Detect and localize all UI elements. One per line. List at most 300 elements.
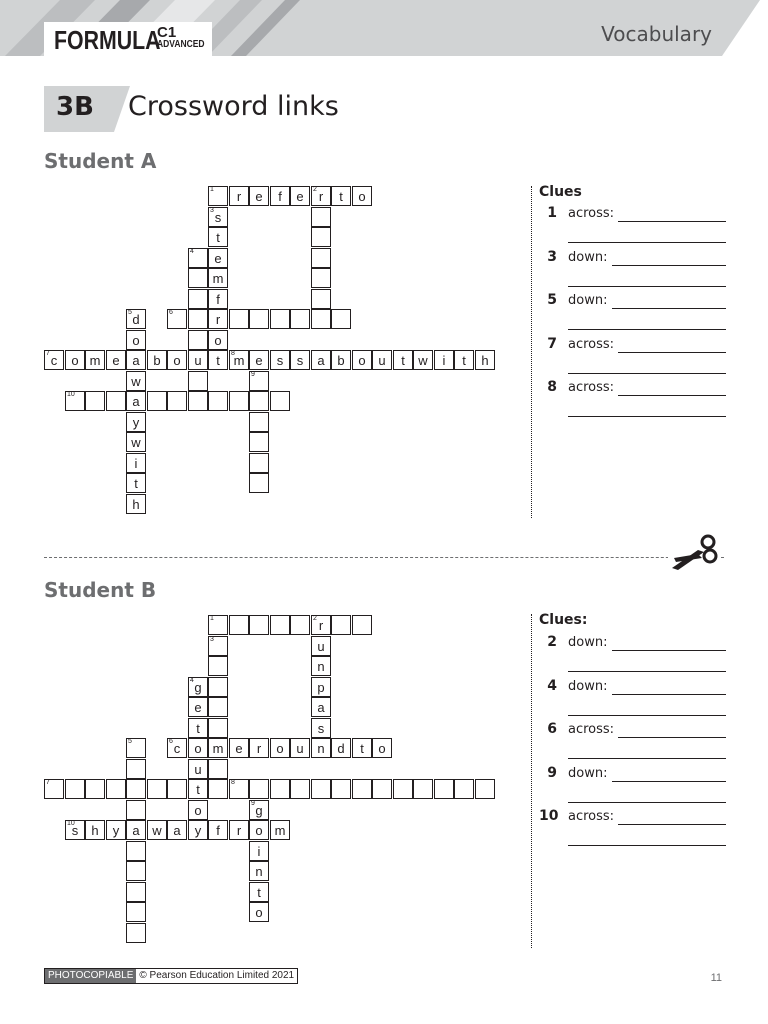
crossword-cell[interactable] <box>147 391 167 411</box>
crossword-cell[interactable] <box>167 820 187 840</box>
clue-number: 9 <box>251 371 255 378</box>
clue-number: 5 <box>128 309 132 316</box>
cell-letter: y <box>194 823 202 838</box>
cell-letter: t <box>196 721 200 736</box>
crossword-cell[interactable] <box>188 820 208 840</box>
crossword-cell[interactable] <box>147 820 167 840</box>
crossword-cell[interactable] <box>126 800 146 820</box>
crossword-cell[interactable] <box>126 453 146 473</box>
formula-logo <box>44 22 212 56</box>
cell-letter: r <box>318 618 324 633</box>
clue-number: 3 <box>210 207 214 214</box>
cell-letter: o <box>255 905 263 920</box>
clue-number: 6 <box>169 309 173 316</box>
crossword-cell[interactable] <box>188 350 208 370</box>
crossword-cell[interactable] <box>208 779 228 799</box>
crossword-cell[interactable] <box>106 779 126 799</box>
crossword-cell[interactable] <box>249 779 269 799</box>
cell-letter: a <box>317 700 325 715</box>
crossword-cell[interactable] <box>229 350 249 370</box>
crossword-cell[interactable] <box>249 350 269 370</box>
copyright-text: © Pearson Education Limited 2021 <box>139 970 295 981</box>
crossword-cell[interactable] <box>208 697 228 717</box>
answer-line[interactable] <box>612 265 726 266</box>
student-b-label: Student B <box>44 578 157 602</box>
clue-direction: across: <box>568 722 615 737</box>
cell-letter: h <box>132 497 140 512</box>
crossword-cell[interactable] <box>208 759 228 779</box>
page-header <box>0 0 768 56</box>
clue-direction: down: <box>568 293 608 308</box>
crossword-cell[interactable] <box>126 759 146 779</box>
crossword-cell[interactable] <box>85 820 105 840</box>
crossword-cell[interactable] <box>352 738 372 758</box>
clue-number: 10 <box>67 391 75 398</box>
crossword-cell[interactable] <box>249 861 269 881</box>
cell-letter: r <box>215 312 221 327</box>
crossword-cell[interactable] <box>126 882 146 902</box>
cell-letter: h <box>481 353 489 368</box>
crossword-cell[interactable] <box>290 309 310 329</box>
crossword-cell[interactable] <box>208 636 228 656</box>
cell-letter: t <box>216 230 220 245</box>
crossword-cell[interactable] <box>126 473 146 493</box>
cell-letter: f <box>278 189 282 204</box>
crossword-cell[interactable] <box>229 186 249 206</box>
cell-letter: c <box>50 353 58 368</box>
crossword-cell[interactable] <box>311 227 331 247</box>
page-title: Crossword links <box>128 91 339 122</box>
crossword-cell[interactable] <box>188 289 208 309</box>
cell-letter: o <box>132 333 140 348</box>
crossword-cell[interactable] <box>331 738 351 758</box>
crossword-cell[interactable] <box>249 186 269 206</box>
cell-letter: e <box>296 189 304 204</box>
crossword-cell[interactable] <box>208 718 228 738</box>
crossword-cell[interactable] <box>249 391 269 411</box>
crossword-cell[interactable] <box>331 309 351 329</box>
crossword-cell[interactable] <box>311 697 331 717</box>
crossword-cell[interactable] <box>311 248 331 268</box>
answer-line[interactable] <box>568 802 726 803</box>
crossword-cell[interactable] <box>208 677 228 697</box>
crossword-cell[interactable] <box>311 207 331 227</box>
crossword-cell[interactable] <box>167 391 187 411</box>
cell-letter: o <box>358 189 366 204</box>
answer-line[interactable] <box>568 329 726 330</box>
cell-letter: s <box>276 353 284 368</box>
crossword-cell[interactable] <box>188 371 208 391</box>
crossword-cell[interactable] <box>208 289 228 309</box>
crossword-cell[interactable] <box>249 615 269 635</box>
cell-letter: s <box>296 353 304 368</box>
cell-letter: r <box>236 823 242 838</box>
crossword-cell[interactable] <box>188 391 208 411</box>
answer-line[interactable] <box>568 671 726 672</box>
crossword-cell[interactable] <box>188 330 208 350</box>
crossword-cell[interactable] <box>167 309 187 329</box>
crossword-cell[interactable] <box>65 391 85 411</box>
crossword-cell[interactable] <box>290 615 310 635</box>
crossword-cell[interactable] <box>44 779 64 799</box>
answer-line[interactable] <box>618 824 726 825</box>
crossword-cell[interactable] <box>65 820 85 840</box>
crossword-cell[interactable] <box>454 779 474 799</box>
crossword-cell[interactable] <box>331 779 351 799</box>
clue-number: 1 <box>210 186 214 193</box>
crossword-cell[interactable] <box>126 371 146 391</box>
crossword-cell[interactable] <box>229 779 249 799</box>
crossword-cell[interactable] <box>147 350 167 370</box>
crossword-cell[interactable] <box>126 309 146 329</box>
crossword-cell[interactable] <box>352 350 372 370</box>
clue-number: 8 <box>547 379 557 395</box>
clue-number: 7 <box>547 336 557 352</box>
crossword-cell[interactable] <box>208 738 228 758</box>
cell-letter: s <box>71 823 79 838</box>
crossword-cell[interactable] <box>311 615 331 635</box>
crossword-cell[interactable] <box>331 186 351 206</box>
crossword-cell[interactable] <box>434 779 454 799</box>
cell-letter: m <box>212 271 224 286</box>
cell-letter: u <box>317 639 325 654</box>
crossword-cell[interactable] <box>311 718 331 738</box>
logo-sub: ADVANCED <box>157 39 205 50</box>
cell-letter: t <box>216 353 220 368</box>
crossword-cell[interactable] <box>126 841 146 861</box>
answer-line[interactable] <box>568 715 726 716</box>
crossword-cell[interactable] <box>167 738 187 758</box>
answer-line[interactable] <box>618 395 726 396</box>
crossword-cell[interactable] <box>249 820 269 840</box>
crossword-cell[interactable] <box>311 656 331 676</box>
crossword-cell[interactable] <box>290 738 310 758</box>
clue-number: 2 <box>313 186 317 193</box>
answer-line[interactable] <box>568 373 726 374</box>
cell-letter: o <box>255 823 263 838</box>
crossword-cell[interactable] <box>44 350 64 370</box>
cell-letter: t <box>339 189 343 204</box>
cell-letter: i <box>257 844 261 859</box>
crossword-cell[interactable] <box>126 412 146 432</box>
crossword-cell[interactable] <box>311 779 331 799</box>
clue-number: 3 <box>547 249 557 265</box>
crossword-cell[interactable] <box>208 656 228 676</box>
crossword-cell[interactable] <box>475 779 495 799</box>
crossword-cell[interactable] <box>290 350 310 370</box>
crossword-cell[interactable] <box>372 350 392 370</box>
clue-number: 4 <box>190 248 194 255</box>
crossword-cell[interactable] <box>311 677 331 697</box>
crossword-cell[interactable] <box>270 186 290 206</box>
cell-letter: n <box>255 864 263 879</box>
crossword-cell[interactable] <box>126 779 146 799</box>
cell-letter: e <box>255 353 263 368</box>
crossword-cell[interactable] <box>249 882 269 902</box>
clue-direction: across: <box>568 337 615 352</box>
crossword-cell[interactable] <box>270 820 290 840</box>
crossword-cell[interactable] <box>270 779 290 799</box>
cell-letter: i <box>442 353 446 368</box>
crossword-cell[interactable] <box>249 371 269 391</box>
cell-letter: a <box>317 353 325 368</box>
crossword-cell[interactable] <box>188 248 208 268</box>
scissors-icon <box>668 532 720 572</box>
answer-line[interactable] <box>612 650 726 651</box>
clue-number: 8 <box>231 779 235 786</box>
crossword-cell[interactable] <box>188 309 208 329</box>
crossword-cell[interactable] <box>106 391 126 411</box>
crossword-cell[interactable] <box>208 350 228 370</box>
cell-letter: d <box>337 741 345 756</box>
clue-direction: across: <box>568 380 615 395</box>
answer-line[interactable] <box>612 694 726 695</box>
crossword-cell[interactable] <box>85 391 105 411</box>
crossword-cell[interactable] <box>167 779 187 799</box>
clue-number: 10 <box>539 808 559 824</box>
answer-line[interactable] <box>618 352 726 353</box>
crossword-cell[interactable] <box>270 738 290 758</box>
cell-letter: o <box>214 333 222 348</box>
cell-letter: e <box>255 189 263 204</box>
clue-number: 5 <box>547 292 557 308</box>
crossword-cell[interactable] <box>85 350 105 370</box>
crossword-cell[interactable] <box>65 779 85 799</box>
crossword-cell[interactable] <box>229 615 249 635</box>
crossword-cell[interactable] <box>208 227 228 247</box>
clues-heading-b: Clues: <box>539 612 588 628</box>
crossword-cell[interactable] <box>270 350 290 370</box>
crossword-cell[interactable] <box>311 268 331 288</box>
crossword-cell[interactable] <box>208 330 228 350</box>
crossword-cell[interactable] <box>208 207 228 227</box>
crossword-cell[interactable] <box>352 186 372 206</box>
cell-letter: t <box>360 741 364 756</box>
cell-letter: e <box>112 353 120 368</box>
crossword-cell[interactable] <box>249 738 269 758</box>
crossword-cell[interactable] <box>188 268 208 288</box>
crossword-cell[interactable] <box>331 615 351 635</box>
crossword-cell[interactable] <box>126 494 146 514</box>
cell-letter: s <box>214 210 222 225</box>
clue-number: 1 <box>210 615 214 622</box>
crossword-cell[interactable] <box>188 800 208 820</box>
cell-letter: b <box>153 353 161 368</box>
answer-line[interactable] <box>618 221 726 222</box>
cell-letter: n <box>317 741 325 756</box>
cell-letter: u <box>194 762 202 777</box>
crossword-cell[interactable] <box>311 186 331 206</box>
cell-letter: o <box>194 741 202 756</box>
logo-word: FORMULA <box>54 25 161 55</box>
crossword-cell[interactable] <box>229 820 249 840</box>
footer-copyright <box>44 968 298 984</box>
crossword-cell[interactable] <box>249 800 269 820</box>
crossword-cell[interactable] <box>311 350 331 370</box>
cell-letter: h <box>91 823 99 838</box>
cut-line <box>44 557 724 558</box>
crossword-cell[interactable] <box>188 759 208 779</box>
crossword-cell[interactable] <box>311 309 331 329</box>
cell-letter: w <box>131 435 141 450</box>
crossword-cell[interactable] <box>372 738 392 758</box>
crossword-cell[interactable] <box>106 350 126 370</box>
crossword-cell[interactable] <box>229 309 249 329</box>
crossword-cell[interactable] <box>372 779 392 799</box>
answer-line[interactable] <box>568 242 726 243</box>
answer-line[interactable] <box>568 416 726 417</box>
clue-number: 1 <box>547 205 557 221</box>
clue-number: 9 <box>547 765 557 781</box>
crossword-cell[interactable] <box>126 923 146 943</box>
crossword-cell[interactable] <box>208 820 228 840</box>
answer-line[interactable] <box>568 286 726 287</box>
clues-divider-a <box>531 186 532 518</box>
crossword-cell[interactable] <box>65 350 85 370</box>
crossword-cell[interactable] <box>126 330 146 350</box>
clue-direction: down: <box>568 250 608 265</box>
crossword-cell[interactable] <box>188 677 208 697</box>
cell-letter: g <box>194 680 202 695</box>
crossword-cell[interactable] <box>393 779 413 799</box>
crossword-cell[interactable] <box>454 350 474 370</box>
cell-letter: o <box>276 741 284 756</box>
crossword-cell[interactable] <box>85 779 105 799</box>
clue-number: 6 <box>547 721 557 737</box>
cell-letter: u <box>378 353 386 368</box>
crossword-cell[interactable] <box>270 391 290 411</box>
cell-letter: m <box>212 741 224 756</box>
crossword-cell[interactable] <box>249 432 269 452</box>
crossword-cell[interactable] <box>270 615 290 635</box>
answer-line[interactable] <box>618 737 726 738</box>
crossword-cell[interactable] <box>311 636 331 656</box>
clue-number: 3 <box>210 636 214 643</box>
cell-letter: o <box>71 353 79 368</box>
crossword-cell[interactable] <box>352 615 372 635</box>
clue-direction: down: <box>568 635 608 650</box>
crossword-cell[interactable] <box>106 820 126 840</box>
crossword-cell[interactable] <box>331 350 351 370</box>
crossword-cell[interactable] <box>413 350 433 370</box>
crossword-cell[interactable] <box>311 738 331 758</box>
cell-letter: r <box>318 189 324 204</box>
crossword-cell[interactable] <box>126 820 146 840</box>
cell-letter: d <box>132 312 140 327</box>
cell-letter: o <box>378 741 386 756</box>
crossword-cell[interactable] <box>188 718 208 738</box>
crossword-cell[interactable] <box>270 309 290 329</box>
clue-number: 10 <box>67 820 75 827</box>
crossword-cell[interactable] <box>208 186 228 206</box>
clue-direction: down: <box>568 766 608 781</box>
cell-letter: y <box>132 415 140 430</box>
cell-letter: w <box>152 823 162 838</box>
crossword-cell[interactable] <box>434 350 454 370</box>
cell-letter: r <box>256 741 262 756</box>
crossword-cell[interactable] <box>229 391 249 411</box>
answer-line[interactable] <box>612 781 726 782</box>
clue-direction: down: <box>568 679 608 694</box>
cell-letter: t <box>196 782 200 797</box>
clue-number: 7 <box>46 779 50 786</box>
crossword-cell[interactable] <box>290 779 310 799</box>
clue-number: 2 <box>313 615 317 622</box>
clue-number: 7 <box>46 350 50 357</box>
crossword-cell[interactable] <box>126 350 146 370</box>
cell-letter: f <box>216 292 220 307</box>
crossword-cell[interactable] <box>290 186 310 206</box>
crossword-cell[interactable] <box>249 453 269 473</box>
cell-letter: f <box>216 823 220 838</box>
crossword-cell[interactable] <box>249 841 269 861</box>
cell-letter: m <box>89 353 101 368</box>
cell-letter: a <box>132 353 140 368</box>
cell-letter: g <box>255 803 263 818</box>
crossword-cell[interactable] <box>167 350 187 370</box>
crossword-cell[interactable] <box>413 779 433 799</box>
cell-letter: u <box>296 741 304 756</box>
crossword-cell[interactable] <box>126 432 146 452</box>
cell-letter: o <box>358 353 366 368</box>
cell-letter: m <box>274 823 286 838</box>
answer-line[interactable] <box>568 758 726 759</box>
crossword-cell[interactable] <box>249 902 269 922</box>
cell-letter: o <box>173 353 181 368</box>
crossword-cell[interactable] <box>126 391 146 411</box>
crossword-cell[interactable] <box>311 289 331 309</box>
crossword-cell[interactable] <box>126 738 146 758</box>
cell-letter: t <box>462 353 466 368</box>
crossword-cell[interactable] <box>126 861 146 881</box>
clue-number: 4 <box>547 678 557 694</box>
photocopiable-label: PHOTOCOPIABLE <box>45 969 136 983</box>
crossword-cell[interactable] <box>208 309 228 329</box>
crossword-cell[interactable] <box>208 248 228 268</box>
crossword-cell[interactable] <box>188 697 208 717</box>
cell-letter: w <box>418 353 428 368</box>
crossword-cell[interactable] <box>393 350 413 370</box>
clue-number: 8 <box>231 350 235 357</box>
crossword-cell[interactable] <box>208 268 228 288</box>
crossword-cell[interactable] <box>126 902 146 922</box>
student-a-label: Student A <box>44 149 157 173</box>
crossword-cell[interactable] <box>147 779 167 799</box>
clue-number: 2 <box>547 634 557 650</box>
crossword-cell[interactable] <box>249 473 269 493</box>
crossword-cell[interactable] <box>352 779 372 799</box>
crossword-cell[interactable] <box>475 350 495 370</box>
crossword-cell[interactable] <box>249 309 269 329</box>
crossword-cell[interactable] <box>208 391 228 411</box>
crossword-cell[interactable] <box>249 412 269 432</box>
answer-line[interactable] <box>612 308 726 309</box>
page-number: 11 <box>710 972 722 984</box>
crossword-cell[interactable] <box>188 738 208 758</box>
crossword-cell[interactable] <box>208 615 228 635</box>
crossword-cell[interactable] <box>188 779 208 799</box>
cell-letter: i <box>134 456 138 471</box>
cell-letter: s <box>317 721 325 736</box>
answer-line[interactable] <box>568 845 726 846</box>
clue-number: 4 <box>190 677 194 684</box>
clues-divider-b <box>531 614 532 948</box>
cell-letter: t <box>257 885 261 900</box>
crossword-cell[interactable] <box>229 738 249 758</box>
clue-number: 9 <box>251 800 255 807</box>
clues-heading-a: Clues <box>539 184 582 200</box>
logo-level: C1 <box>157 24 177 41</box>
